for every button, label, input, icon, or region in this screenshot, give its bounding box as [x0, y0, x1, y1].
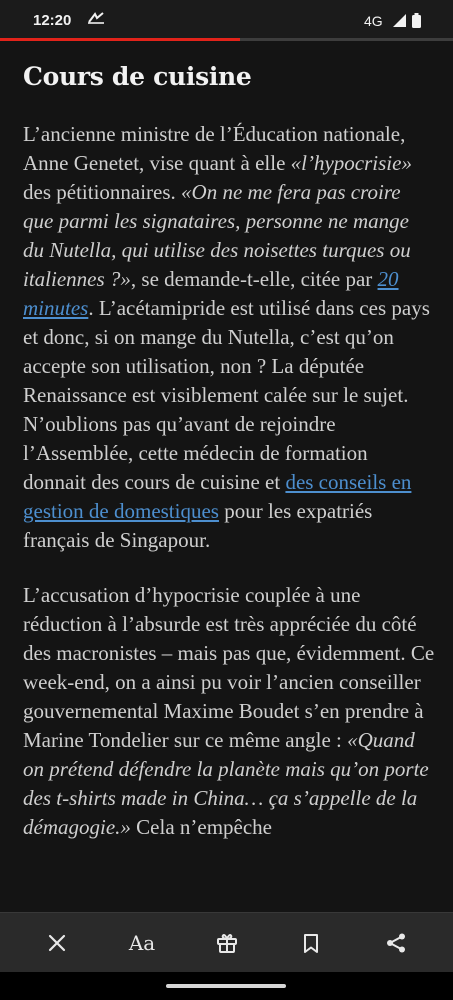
link-20-minutes[interactable]: 20 minutes: [23, 267, 399, 320]
paragraph-text: L’accusation d’hypocrisie couplée à une réduction à l’absurde est très appréciée du côté des macronistes – mais pas que, évidemment. Ce week-end, on a ainsi pu voir l’ancien conseiller gouvernemental Maxime Boudet s’en prendre à Marine Tondelier sur ce même angle :: [23, 583, 435, 752]
home-indicator[interactable]: [166, 984, 286, 988]
network-type: 4G: [364, 13, 383, 29]
close-button[interactable]: [32, 913, 82, 973]
quote-text: «Quand on prétend défendre la planète mais qu’on porte des t-shirts made in China… ça s’appelle de la démagogie.»: [23, 728, 429, 839]
gift-button[interactable]: [202, 913, 252, 973]
text-size-icon: [129, 931, 155, 955]
link-conseils-domestiques[interactable]: des conseils en gestion de domestiques: [23, 470, 412, 523]
status-time: 12:20: [33, 12, 72, 29]
close-icon: [48, 934, 66, 952]
text-size-label: Aa: [128, 931, 156, 955]
paragraph-text: Cela n’empêche: [130, 815, 272, 839]
section-heading: Cours de cuisine: [23, 62, 252, 91]
paragraph-text: , se demande-t-elle, citée par: [130, 267, 378, 291]
status-bar: [0, 0, 453, 38]
quote-text: «l’hypocrisie»: [290, 151, 412, 175]
quote-text: «On ne me fera pas croire que parmi les signataires, personne ne mange du Nutella, qui utilise des noisettes turques ou italiennes ?»: [23, 180, 411, 291]
article-paragraph: [23, 120, 435, 555]
paragraph-text: des pétitionnaires.: [23, 180, 182, 204]
gift-icon: [216, 932, 238, 954]
article-toolbar: [0, 912, 453, 973]
share-button[interactable]: [371, 913, 421, 973]
text-size-button[interactable]: [117, 913, 167, 973]
paragraph-text: L’ancienne ministre de l’Éducation nationale, Anne Genetet, vise quant à elle: [23, 122, 406, 175]
system-nav-bar: [0, 972, 453, 1000]
share-icon: [385, 932, 407, 954]
reading-progress-fill: [0, 38, 240, 41]
paragraph-text: . L’acétamipride est utilisé dans ces pays et donc, si on mange du Nutella, c’est qu’on accepte son utilisation, non ? La députée Renaissance est visiblement calée sur le sujet. N’oublions pas qu’avant de rejoindre l’Assemblée, cette médecin de formation donnait des cours de cuisine et: [23, 296, 430, 494]
signal-icon: [393, 14, 407, 31]
reading-progress-bar: [0, 38, 453, 41]
article-paragraph: [23, 581, 435, 842]
content-fade: [0, 880, 453, 912]
paragraph-text: pour les expatriés français de Singapour.: [23, 499, 373, 552]
app-notification-icon: [87, 12, 105, 27]
bookmark-icon: [303, 933, 319, 954]
battery-icon: [412, 13, 421, 32]
bookmark-button[interactable]: [286, 913, 336, 973]
article-body: [23, 62, 435, 868]
